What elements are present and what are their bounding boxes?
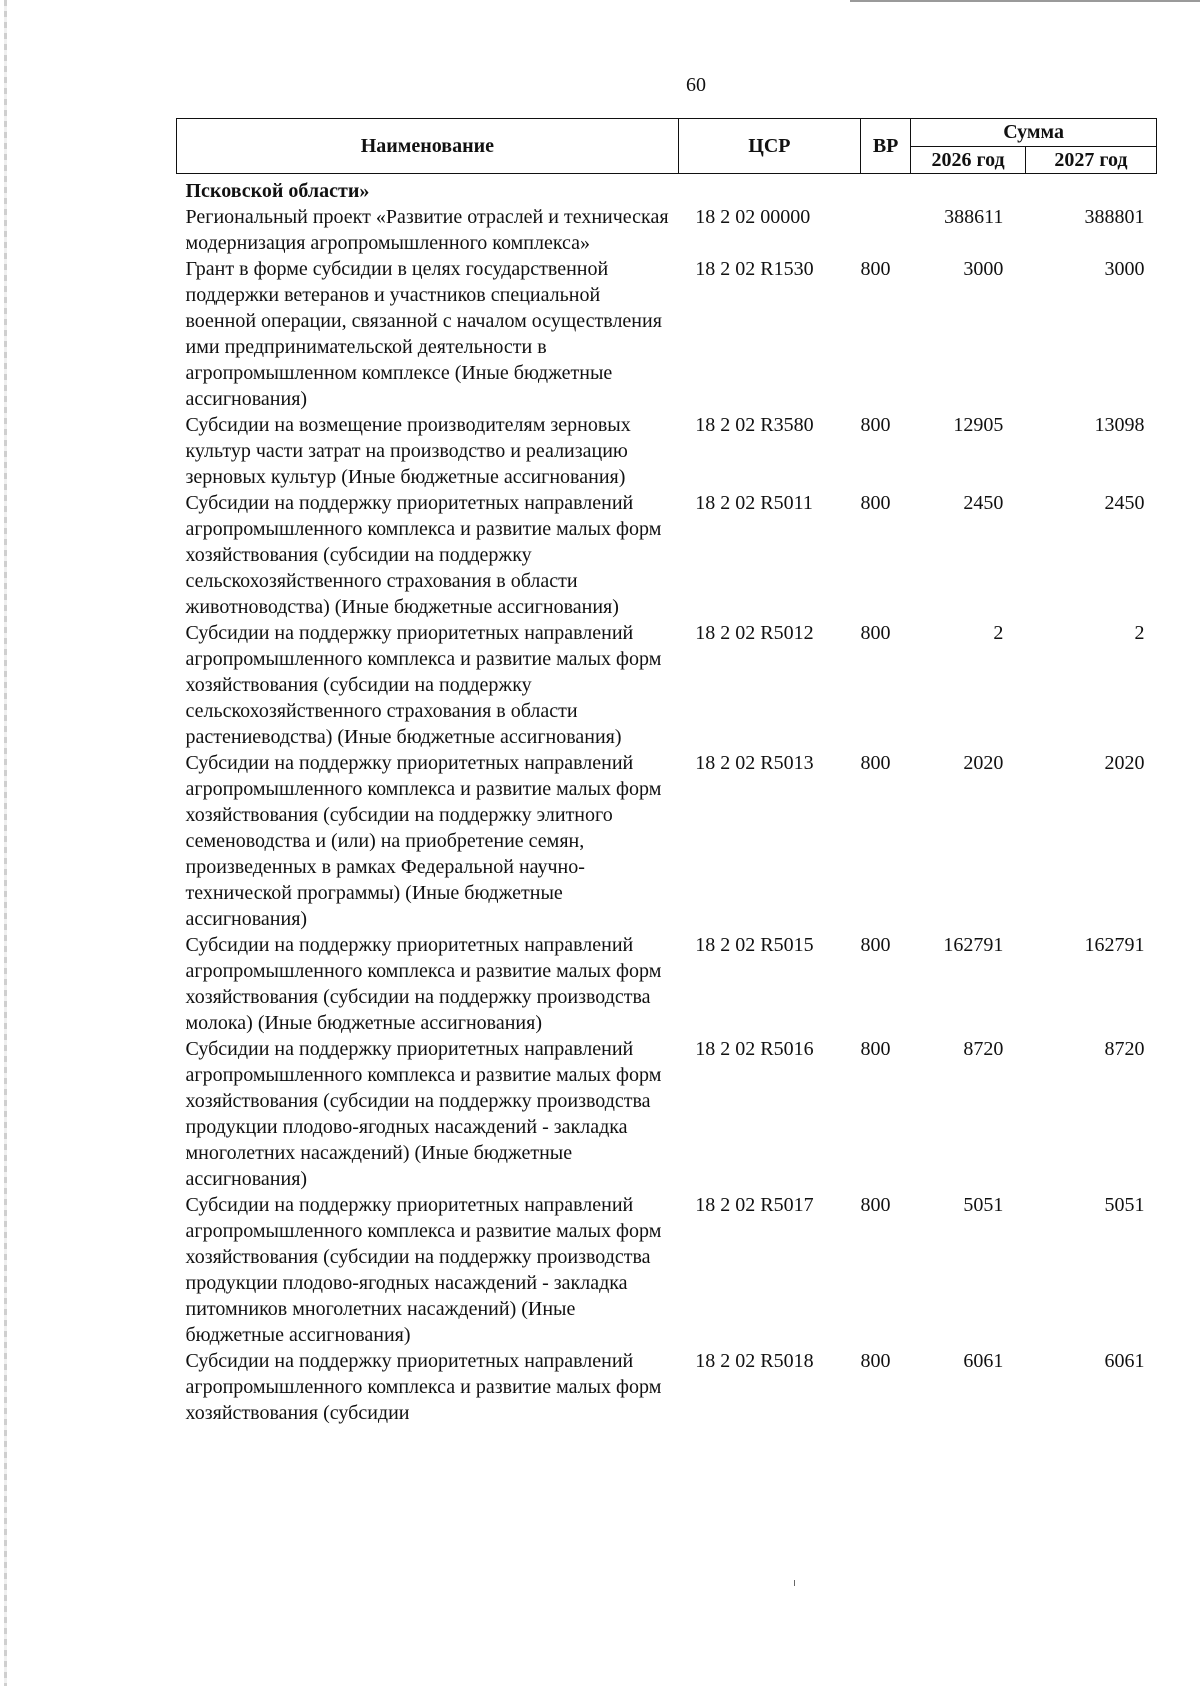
scan-edge-top (850, 0, 1200, 2)
header-vr: ВР (861, 119, 911, 174)
header-year-2026: 2026 год (911, 147, 1026, 174)
row-sum-2027: 8720 (1104, 1038, 1145, 1060)
row-name: Субсидии на поддержку приоритетных направлений агропромышленного комплекса и развитие малых форм хозяйствования (субсидии на поддержку сельскохозяйственного страхования в области растениеводства) (Иные бюджетные ассигнования) (185, 622, 662, 748)
table-row (177, 204, 1157, 256)
row-sum-2026: 2450 (963, 492, 1004, 514)
table-row (177, 750, 1157, 932)
row-name: Субсидии на поддержку приоритетных направлений агропромышленного комплекса и развитие малых форм хозяйствования (субсидии на поддержку производства молока) (Иные бюджетные ассигнования) (185, 934, 662, 1034)
table-row (177, 490, 1157, 620)
row-sum-2027: 388801 (1084, 206, 1145, 228)
continuation-text: Псковской области» (185, 180, 370, 202)
row-vr: 800 (860, 1350, 891, 1372)
row-name: Субсидии на поддержку приоритетных направлений агропромышленного комплекса и развитие малых форм хозяйствования (субсидии на поддержку элитного семеноводства и (или) на приобретение семян, произведенных в рамках Федеральной научно-технической программы) (Иные бюджетные ассигнования) (185, 752, 662, 930)
row-sum-2027: 6061 (1104, 1350, 1145, 1372)
row-sum-2026: 5051 (963, 1194, 1004, 1216)
row-name: Субсидии на поддержку приоритетных направлений агропромышленного комплекса и развитие малых форм хозяйствования (субсидии на поддержку сельскохозяйственного страхования в области животноводства) (Иные бюджетные ассигнования) (185, 492, 662, 618)
row-sum-2027: 2450 (1104, 492, 1145, 514)
budget-table (176, 118, 1157, 1426)
row-sum-2027: 3000 (1104, 258, 1145, 280)
row-name: Региональный проект «Развитие отраслей и техническая модернизация агропромышленного комплекса» (185, 206, 669, 254)
row-sum-2027: 2020 (1104, 752, 1145, 774)
row-name: Субсидии на поддержку приоритетных направлений агропромышленного комплекса и развитие малых форм хозяйствования (субсидии на поддержку производства продукции плодово-ягодных насаждений - закладка питомников многолетних насаждений) (Иные бюджетные ассигнования) (185, 1194, 662, 1346)
row-sum-2026: 3000 (963, 258, 1004, 280)
table-row (177, 620, 1157, 750)
row-vr: 800 (860, 934, 891, 956)
row-sum-2026: 2020 (963, 752, 1004, 774)
header-year-2027: 2027 год (1025, 147, 1156, 174)
row-vr: 800 (860, 1038, 891, 1060)
row-csr: 18 2 02 R5013 (695, 752, 814, 774)
page-number: 60 (686, 74, 706, 96)
row-sum-2027: 5051 (1104, 1194, 1145, 1216)
row-name: Субсидии на поддержку приоритетных направлений агропромышленного комплекса и развитие малых форм хозяйствования (субсидии на поддержку производства продукции плодово-ягодных насаждений - закладка многолетних насаждений) (Иные бюджетные ассигнования) (185, 1038, 662, 1190)
row-vr: 800 (860, 414, 891, 436)
row-csr: 18 2 02 00000 (695, 206, 811, 228)
row-name: Субсидии на возмещение производителям зерновых культур части затрат на производство и реализацию зерновых культур (Иные бюджетные ассигнования) (185, 414, 631, 488)
row-csr: 18 2 02 R5017 (695, 1194, 814, 1216)
scan-edge-left (4, 0, 7, 1686)
row-name: Грант в форме субсидии в целях государственной поддержки ветеранов и участников специальной военной операции, связанной с началом осуществления ими предпринимательской деятельности в агропромышленном комплексе (Иные бюджетные ассигнования) (185, 258, 662, 410)
table-row (177, 256, 1157, 412)
row-sum-2026: 2 (993, 622, 1004, 644)
row-sum-2027: 162791 (1084, 934, 1145, 956)
row-vr: 800 (860, 752, 891, 774)
row-csr: 18 2 02 R5015 (695, 934, 814, 956)
row-sum-2026: 12905 (953, 414, 1004, 436)
row-csr: 18 2 02 R5011 (695, 492, 813, 514)
row-csr: 18 2 02 R5012 (695, 622, 814, 644)
table-row (177, 932, 1157, 1036)
table-row (177, 1192, 1157, 1348)
table-header (177, 119, 1157, 174)
row-vr: 800 (860, 622, 891, 644)
row-sum-2026: 388611 (944, 206, 1004, 228)
row-csr: 18 2 02 R1530 (695, 258, 814, 280)
row-vr: 800 (860, 492, 891, 514)
row-sum-2026: 162791 (943, 934, 1004, 956)
table-body (177, 174, 1157, 1427)
row-vr: 800 (860, 1194, 891, 1216)
row-name: Субсидии на поддержку приоритетных направлений агропромышленного комплекса и развитие малых форм хозяйствования (субсидии (185, 1350, 662, 1424)
row-sum-2027: 13098 (1094, 414, 1145, 436)
continuation-row (177, 174, 1157, 205)
row-vr (861, 204, 911, 256)
row-vr: 800 (860, 258, 891, 280)
row-sum-2026: 6061 (963, 1350, 1004, 1372)
row-csr: 18 2 02 R3580 (695, 414, 814, 436)
row-sum-2026: 8720 (963, 1038, 1004, 1060)
row-csr: 18 2 02 R5016 (695, 1038, 814, 1060)
header-csr: ЦСР (678, 119, 860, 174)
table-row (177, 1348, 1157, 1426)
header-name: Наименование (177, 119, 679, 174)
header-sum: Сумма (911, 119, 1157, 147)
row-csr: 18 2 02 R5018 (695, 1350, 814, 1372)
table-row (177, 412, 1157, 490)
table-row (177, 1036, 1157, 1192)
row-sum-2027: 2 (1134, 622, 1145, 644)
scan-speck (794, 1580, 795, 1586)
